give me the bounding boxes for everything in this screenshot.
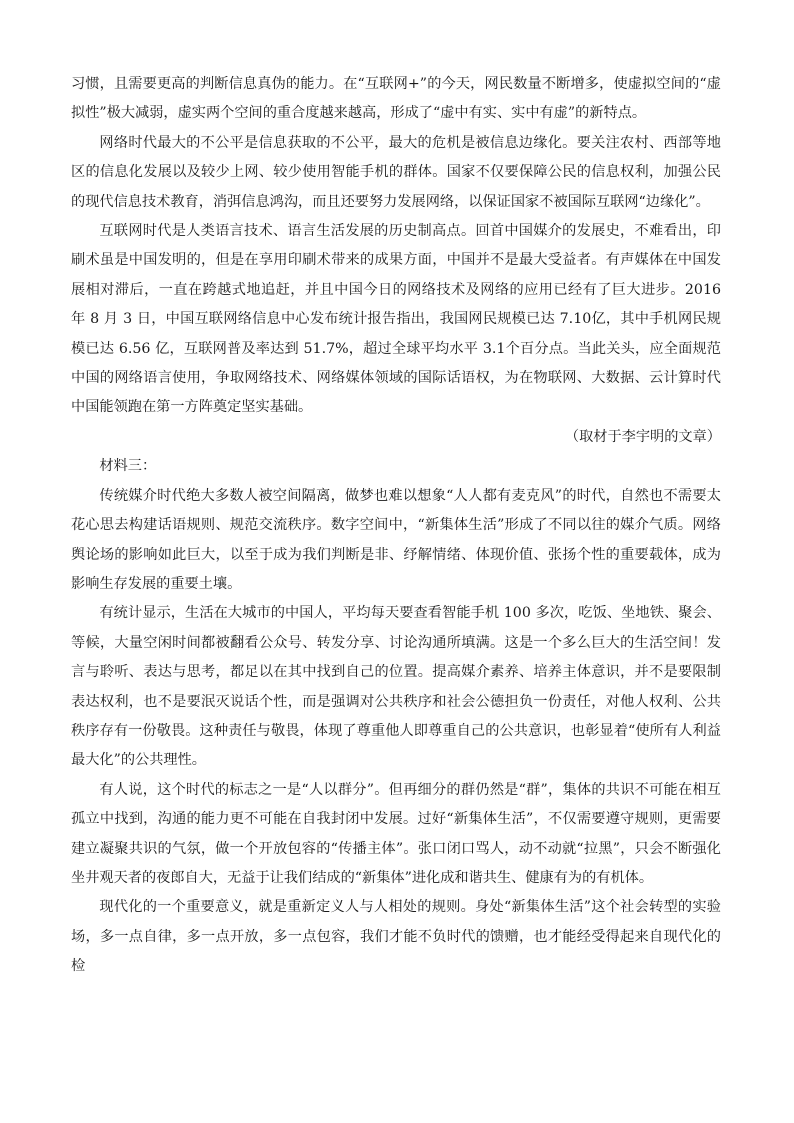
paragraph-group-division: 有人说，这个时代的标志之一是“人以群分”。但再细分的群仍然是“群”，集体的共识不可能在相互孤立中找到，沟通的能力更不可能在自我封闭中发展。过好“新集体生活”，不仅需要遵守规则，更需要建立凝聚共识的气氛，做一个开放包容的“传播主体”。张口闭口骂人，动不动就“拉黑”，只会不断强化坐井观天者的夜郎自大，无益于让我们结成的“新集体”进化成和谐共生、健康有为的有机体。 [71, 781, 721, 886]
paragraph-traditional-media: 传统媒介时代绝大多数人被空间隔离，做梦也难以想象“人人都有麦克风”的时代，自然也不需要太花心思去构建话语规则、规范交流秩序。数字空间中，“新集体生活”形成了不同以往的媒介气质。网络舆论场的影响如此巨大，以至于成为我们判断是非、纾解情绪、体现价值、张扬个性的重要载体，成为影响生存发展的重要土壤。 [71, 487, 721, 592]
paragraph-modernization: 现代化的一个重要意义，就是重新定义人与人相处的规则。身处“新集体生活”这个社会转型的实验场，多一点自律，多一点开放，多一点包容，我们才能不负时代的馈赠，也才能经受得起来自现代化的检 [71, 899, 721, 975]
paragraph-internet-era: 互联网时代是人类语言技术、语言生活发展的历史制高点。回首中国媒介的发展史，不难看出，印刷术虽是中国发明的，但是在享用印刷术带来的成果方面，中国并不是最大受益者。有声媒体在中国发展相对滞后，一直在跨越式地追赶，并且中国今日的网络技术及网络的应用已经有了巨大进步。2016 年 8 月 3 日，中国互联网络信息中心发布统计报告指出，我国网民规模已达 7.10亿，其中手机网民规模已达 6.56 亿，互联网普及率达到 51.7%，超过全球平均水平 3.1个百分点。当此关头，应全面规范中国的网络语言使用，争取网络技术、网络媒体领域的国际话语权，为在物联网、大数据、云计算时代中国能领跑在第一方阵奠定坚实基础。 [71, 223, 721, 416]
paragraph-information-fairness: 网络时代最大的不公平是信息获取的不公平，最大的危机是被信息边缘化。要关注农村、西部等地区的信息化发展以及较少上网、较少使用智能手机的群体。国家不仅要保障公民的信息权利，加强公民的现代信息技术教育，消弭信息鸿沟，而且还要努力发展网络，以保证国家不被国际互联网“边缘化”。 [71, 134, 721, 210]
document-page [71, 70, 721, 982]
paragraph-statistics: 有统计显示，生活在大城市的中国人，平均每天要查看智能手机 100 多次，吃饭、坐地铁、聚会、等候，大量空闲时间都被翻看公众号、转发分享、讨论沟通所填满。这是一个多么巨大的生活空间！发言与聆听、表达与思考，都足以在其中找到自己的位置。提高媒介素养、培养主体意识，并不是要限制表达权利，也不是要泯灭说话个性，而是强调对公共秩序和社会公德担负一份责任，对他人权利、公共秩序存有一份敬畏。这种责任与敬畏，体现了尊重他人即尊重自己的公共意识，也彰显着“使所有人利益最大化”的公共理性。 [71, 605, 721, 769]
section-label-material-three: 材料三： [99, 458, 157, 475]
source-note: （取材于李宇明的文章） [564, 428, 721, 445]
paragraph-continued: 习惯，且需要更高的判断信息真伪的能力。在“互联网+”的今天，网民数量不断增多，使虚拟空间的“虚拟性”极大减弱，虚实两个空间的重合度越来越高，形成了“虚中有实、实中有虚”的新特点。 [71, 76, 721, 122]
